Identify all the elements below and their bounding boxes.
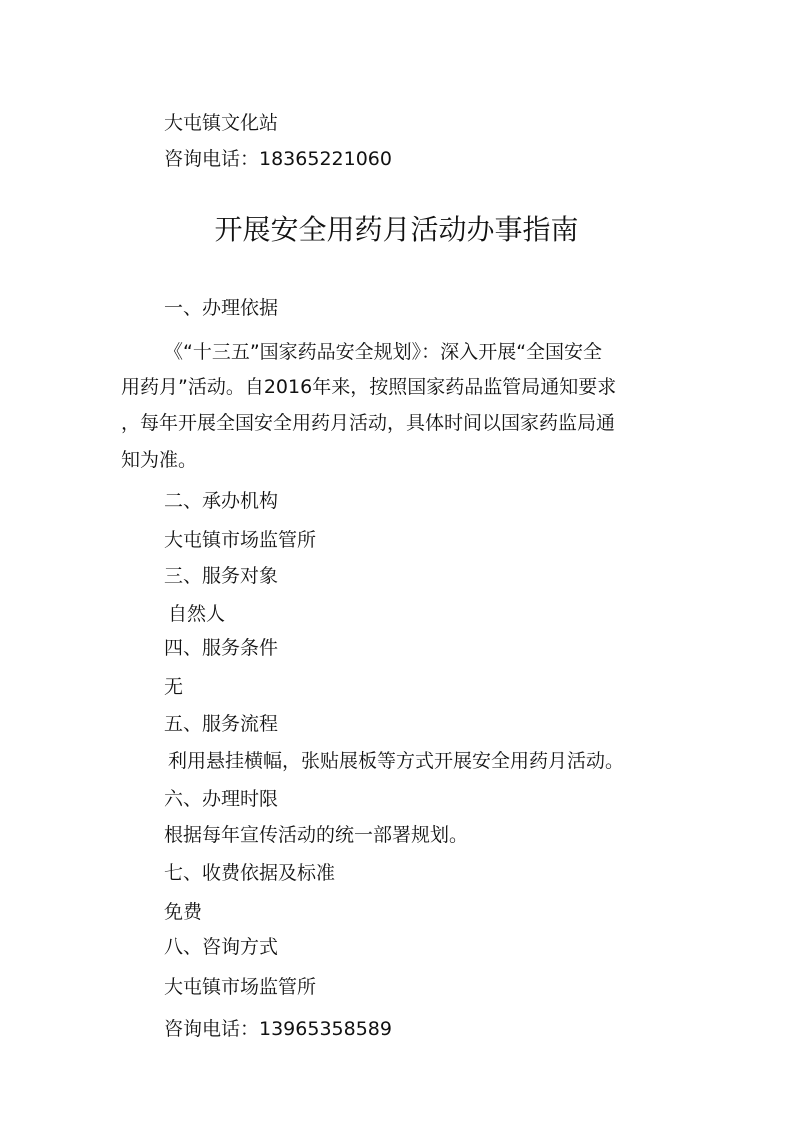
process-content: 利用悬挂横幅，张贴展板等方式开展安全用药月活动。 bbox=[168, 750, 625, 772]
section-fees-heading: 七、收费依据及标准 bbox=[164, 862, 336, 884]
target-content: 自然人 bbox=[168, 603, 226, 625]
header-phone: 咨询电话：18365221060 bbox=[164, 148, 392, 170]
time-limit-content: 根据每年宣传活动的统一部署规划。 bbox=[164, 824, 469, 846]
section-time-limit-heading: 六、办理时限 bbox=[164, 788, 279, 810]
header-org: 大屯镇文化站 bbox=[164, 112, 279, 134]
section-organizer-heading: 二、承办机构 bbox=[164, 490, 279, 512]
section-process-heading: 五、服务流程 bbox=[164, 713, 279, 735]
section-consult-heading: 八、咨询方式 bbox=[164, 936, 279, 958]
conditions-content: 无 bbox=[164, 676, 184, 698]
basis-line-1: 《“十三五”国家药品安全规划》：深入开展“全国安全 bbox=[164, 341, 603, 363]
fees-content: 免费 bbox=[164, 901, 203, 923]
consult-org: 大屯镇市场监管所 bbox=[164, 976, 317, 998]
basis-line-3: ，每年开展全国安全用药月活动，具体时间以国家药监局通 bbox=[121, 412, 616, 434]
section-basis-heading: 一、办理依据 bbox=[164, 297, 279, 319]
page-title: 开展安全用药月活动办事指南 bbox=[214, 213, 579, 246]
section-target-heading: 三、服务对象 bbox=[164, 565, 279, 587]
consult-phone: 咨询电话：13965358589 bbox=[164, 1018, 392, 1040]
section-conditions-heading: 四、服务条件 bbox=[164, 637, 279, 659]
basis-line-2: 用药月”活动。自2016年来，按照国家药品监管局通知要求 bbox=[121, 376, 617, 398]
basis-line-4: 知为准。 bbox=[121, 449, 198, 471]
organizer-content: 大屯镇市场监管所 bbox=[164, 529, 317, 551]
